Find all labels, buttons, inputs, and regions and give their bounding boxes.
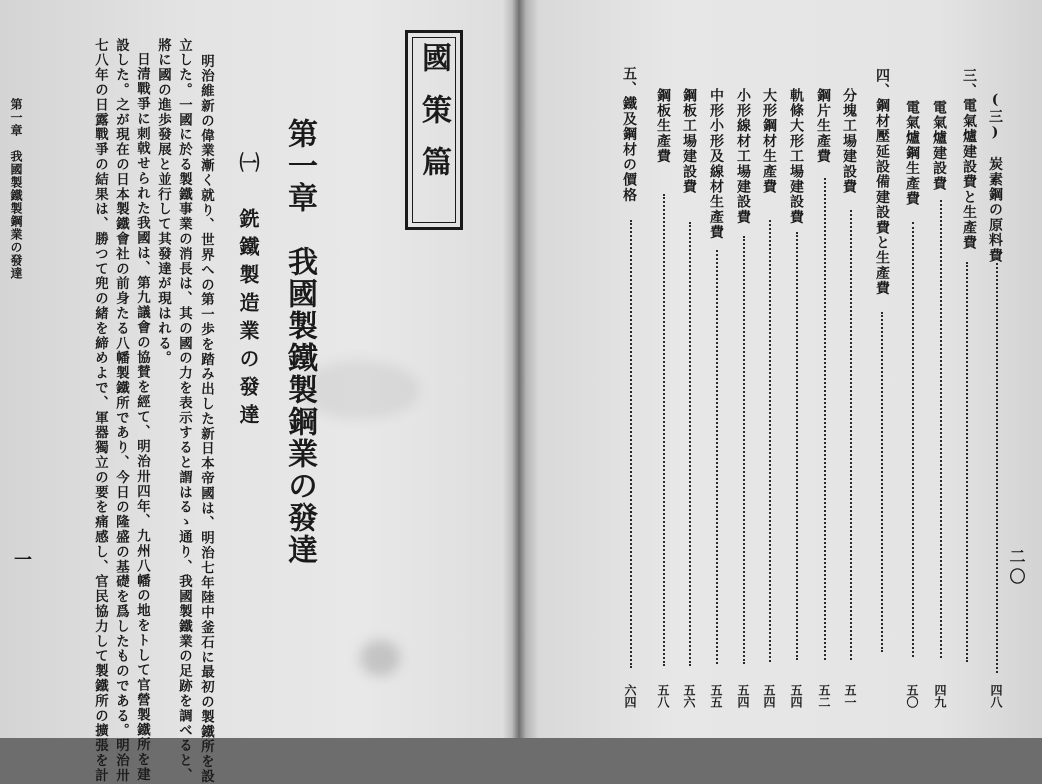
toc-entry-label: (三) 炭素鋼の原料費: [987, 92, 1003, 264]
section-title: 國策篇: [416, 42, 451, 198]
toc-entry-label: 軌條大形工場建設費: [788, 88, 804, 225]
toc-entry-page: 五四: [789, 684, 803, 708]
toc-entry-page: 五一: [843, 684, 857, 708]
toc-entry-page: 五四: [762, 684, 776, 708]
page-number-right: 二〇: [1007, 548, 1026, 588]
toc-entry-page: 五六: [682, 684, 696, 708]
toc-entry-page: 五五: [709, 684, 723, 708]
toc-entry-page: 六四: [623, 684, 637, 708]
toc-leader: [881, 312, 883, 652]
toc-entry-label: 中形小形及線材生產費: [708, 88, 724, 240]
toc-entry-page: 五八: [656, 684, 670, 708]
page-number-left: 一: [11, 550, 32, 568]
toc-leader: [912, 222, 914, 657]
body-text-line: 設した。之が現在の日本製鐵會社の前身たる八幡製鐵所であり、今日の隆盛の基礎を爲したものである。明治卅: [113, 38, 130, 783]
toc-entry-page: 四九: [933, 684, 947, 708]
toc-entry-label: 鋼板生產費: [655, 88, 671, 164]
toc-leader: [769, 220, 771, 662]
book-gutter: [512, 0, 526, 738]
toc-leader: [850, 210, 852, 660]
section-heading: ㈠ 銑鐵製造業の發達: [236, 152, 260, 432]
toc-entry-label: 電氣爐建設費: [931, 100, 947, 192]
toc-leader: [796, 232, 798, 660]
running-head: 第一章 我國製鐵製鋼業の發達: [9, 98, 23, 280]
body-text-line: 七八年の日露戰爭の結果は、勝つて兜の緒を締めよで、軍器獨立の要を痛感し、官民協力して製鐵所の擴張を計: [92, 38, 109, 783]
toc-entry-label: 電氣爐鋼生產費: [904, 100, 920, 207]
toc-leader: [966, 262, 968, 662]
toc-entry-label: 鋼片生產費: [815, 88, 831, 164]
toc-leader: [716, 250, 718, 664]
toc-entry-label: 四、鋼材壓延設備建設費と生產費: [874, 68, 890, 296]
toc-entry-label: 大形鋼材生產費: [761, 88, 777, 195]
toc-leader: [743, 236, 745, 664]
paper-stain: [300, 360, 420, 420]
body-text-line: 日清戰爭に刺戟せられた我國は、第九議會の協賛を經て、明治卅四年、九州八幡の地をトして官營製鐵所を建: [134, 52, 151, 783]
chapter-heading: 第一章 我國製鐵製鋼業の發達: [282, 118, 317, 566]
body-text-line: 將に國の進歩發展と並行して其發達が現はれる。: [155, 38, 172, 366]
toc-leader: [630, 220, 632, 668]
toc-entry-page: 五〇: [905, 684, 919, 708]
body-text-line: 立した。一國に於る製鐵事業の消長は、其の國の力を表示すると謂はるゝ通り、我國製鐵業の足跡を調べると、: [176, 38, 193, 783]
toc-leader: [996, 258, 998, 673]
toc-leader: [689, 222, 691, 666]
toc-leader: [663, 194, 665, 666]
toc-entry-label: 小形線材工場建設費: [735, 88, 751, 225]
toc-entry-page: 五四: [736, 684, 750, 708]
toc-entry-label: 五、鐵及鋼材の價格: [621, 66, 637, 203]
paper-stain: [360, 640, 400, 676]
toc-entry-label: 鋼板工場建設費: [681, 88, 697, 195]
toc-entry-label: 三、電氣爐建設費と生產費: [961, 68, 977, 251]
body-text-line: 明治維新の偉業漸く就り、世界への第一歩を踏み出した新日本帝國は、明治七年陸中釜石に最初の製鐵所を設: [198, 54, 215, 784]
toc-entry-page: 四八: [989, 684, 1003, 708]
toc-entry-label: 分塊工場建設費: [841, 88, 857, 195]
toc-entry-page: 五二: [817, 684, 831, 708]
toc-leader: [940, 200, 942, 658]
toc-leader: [824, 178, 826, 660]
left-page: [0, 0, 518, 784]
